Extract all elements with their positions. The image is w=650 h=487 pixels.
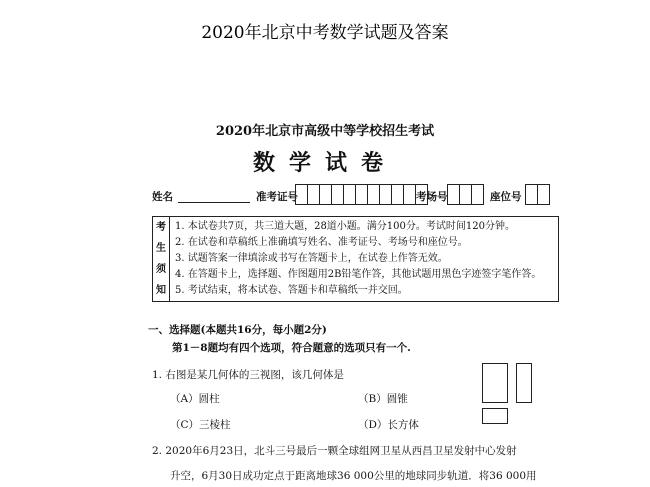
exam-header: 2020年北京市高级中等学校招生考试 bbox=[215, 124, 435, 139]
q2-line-2: 升空，6月30日成功定点于距离地球36 000公里的地球同步轨道．将36 000用 bbox=[170, 470, 537, 482]
notice-item: 2. 在试卷和草稿纸上准确填写姓名、准考证号、考场号和座位号。 bbox=[175, 237, 468, 248]
q2-line-1: 2. 2020年6月23日，北斗三号最后一颗全球组网卫星从西昌卫星发射中心发射 bbox=[152, 445, 517, 457]
q1-option-b: （B）圆锥 bbox=[358, 393, 408, 405]
room-number-boxes bbox=[448, 184, 484, 205]
notice-label-char: 生 bbox=[156, 243, 166, 254]
section-heading: 一、选择题(本题共16分，每小题2分) bbox=[148, 324, 327, 336]
ticket-number-boxes bbox=[296, 184, 428, 205]
notice-label bbox=[153, 217, 170, 301]
name-label: 姓名 bbox=[152, 191, 173, 203]
notice-item: 3. 试题答案一律填涂或书写在答题卡上，在试卷上作答无效。 bbox=[175, 253, 448, 264]
name-blank bbox=[178, 202, 250, 203]
page-title: 2020年北京中考数学试题及答案 bbox=[201, 23, 449, 43]
notice-item: 1. 本试卷共7页，共三道大题，28道小题。满分100分。考试时间120分钟。 bbox=[175, 221, 515, 232]
top-view-rect bbox=[482, 408, 508, 424]
ticket-label: 准考证号 bbox=[256, 191, 298, 203]
notice-label-char: 须 bbox=[156, 264, 166, 275]
q1-option-a: （A）圆柱 bbox=[170, 393, 220, 405]
front-view-rect bbox=[482, 363, 508, 403]
room-label: 考场号 bbox=[416, 191, 448, 203]
exam-subtitle: 数学试卷 bbox=[252, 150, 397, 176]
q1-option-c: （C）三棱柱 bbox=[170, 419, 231, 431]
seat-number-boxes bbox=[526, 184, 550, 205]
section-instruction: 第1－8题均有四个选项，符合题意的选项只有一个. bbox=[172, 342, 411, 354]
notice-item: 5. 考试结束，将本试卷、答题卡和草稿纸一并交回。 bbox=[175, 285, 408, 296]
notice-label-char: 知 bbox=[156, 285, 166, 296]
seat-label: 座位号 bbox=[490, 191, 522, 203]
q1-option-d: （D）长方体 bbox=[358, 419, 419, 431]
q1-stem: 1. 右图是某几何体的三视图，该几何体是 bbox=[152, 369, 344, 381]
notice-items bbox=[175, 219, 541, 299]
side-view-rect bbox=[516, 363, 532, 403]
notice-label-char: 考 bbox=[156, 222, 166, 233]
notice-item: 4. 在答题卡上，选择题、作图题用2B铅笔作答，其他试题用黑色字迹签字笔作答。 bbox=[175, 269, 542, 280]
notice-box bbox=[152, 216, 559, 302]
